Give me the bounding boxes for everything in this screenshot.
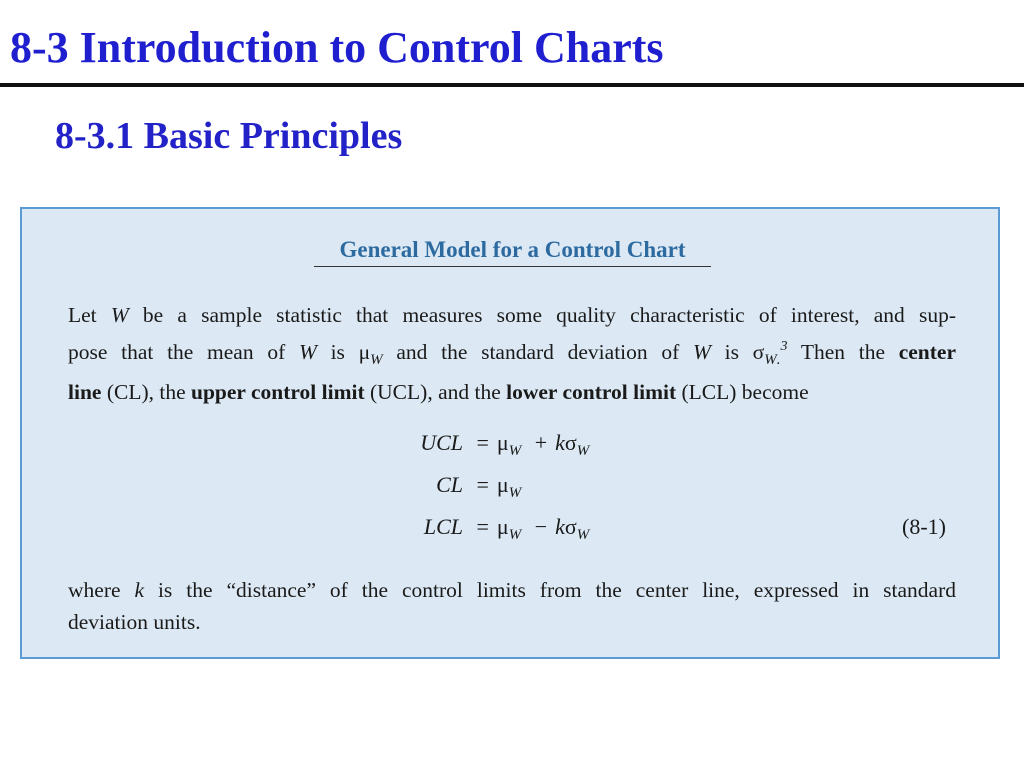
- equation-ucl: [407, 428, 589, 466]
- section-heading: 8-3.1 Basic Principles: [55, 115, 403, 157]
- symbol-mu: μ: [496, 472, 509, 497]
- paragraph-line-2: [68, 331, 956, 376]
- text-run: (UCL), and the: [364, 380, 507, 404]
- subscript-w: W: [508, 527, 522, 543]
- text-run: pose that the mean of: [68, 340, 299, 364]
- text-run: (CL), the: [101, 380, 192, 404]
- definition-box: [20, 207, 1000, 659]
- footer-line-1: [68, 574, 956, 606]
- symbol-k: k: [555, 514, 565, 539]
- text-run: and the standard deviation of: [382, 340, 693, 364]
- symbol-mu: μ: [496, 430, 509, 455]
- subscript-w: W: [764, 352, 777, 368]
- subscript-w: W: [370, 352, 383, 368]
- text-run: is the “distance” of the control limits from the center line, expressed in standard: [144, 578, 956, 602]
- symbol-sigma: σ: [564, 514, 577, 539]
- footer-line-2: deviation units.: [68, 610, 201, 634]
- symbol-mu: μ: [496, 514, 509, 539]
- subscript-w: W: [508, 485, 522, 501]
- text-run: (LCL) become: [676, 380, 809, 404]
- term-line: line: [68, 380, 102, 404]
- subscript-w: W: [576, 527, 590, 543]
- symbol-sigma: σ: [752, 340, 765, 364]
- symbol-k: k: [134, 578, 145, 602]
- subscript-w: W: [508, 443, 522, 459]
- minus-sign: −: [534, 514, 548, 539]
- symbol-k: k: [555, 430, 565, 455]
- equation-lcl: [407, 512, 589, 550]
- text-run: where: [68, 578, 135, 602]
- equals-sign: =: [476, 514, 489, 539]
- definition-paragraph: [68, 299, 956, 408]
- equation-lhs: UCL: [420, 430, 463, 455]
- paragraph-line-3: [68, 376, 956, 408]
- symbol-w: W: [692, 340, 711, 364]
- text-run: is: [316, 340, 359, 364]
- symbol-sigma: σ: [564, 430, 577, 455]
- text-run: Let: [68, 303, 111, 327]
- text-run: is: [710, 340, 753, 364]
- subscript-w: W: [576, 443, 590, 459]
- footnote-marker: 3: [780, 339, 788, 354]
- equation-cl: [407, 470, 521, 508]
- equation-lhs: CL: [436, 472, 463, 497]
- equation-number: (8-1): [902, 514, 946, 539]
- box-title: General Model for a Control Chart: [314, 236, 711, 267]
- term-upper-control-limit: upper control limit: [191, 380, 365, 404]
- subscript-dot: .: [776, 352, 781, 368]
- symbol-mu: μ: [358, 340, 371, 364]
- symbol-w: W: [110, 303, 129, 327]
- plus-sign: +: [534, 430, 548, 455]
- slide-title: 8-3 Introduction to Control Charts: [10, 23, 664, 72]
- paragraph-line-1: [68, 299, 956, 331]
- equation-lhs: LCL: [423, 514, 463, 539]
- term-center: center: [898, 340, 956, 364]
- text-run: Then the: [787, 340, 899, 364]
- symbol-w: W: [298, 340, 317, 364]
- term-lower-control-limit: lower control limit: [506, 380, 677, 404]
- equals-sign: =: [476, 472, 489, 497]
- footer-paragraph: [68, 574, 956, 638]
- text-run: be a sample statistic that measures some quality characteristic of interest, and sup-: [128, 303, 956, 327]
- equals-sign: =: [476, 430, 489, 455]
- title-divider: [0, 83, 1024, 87]
